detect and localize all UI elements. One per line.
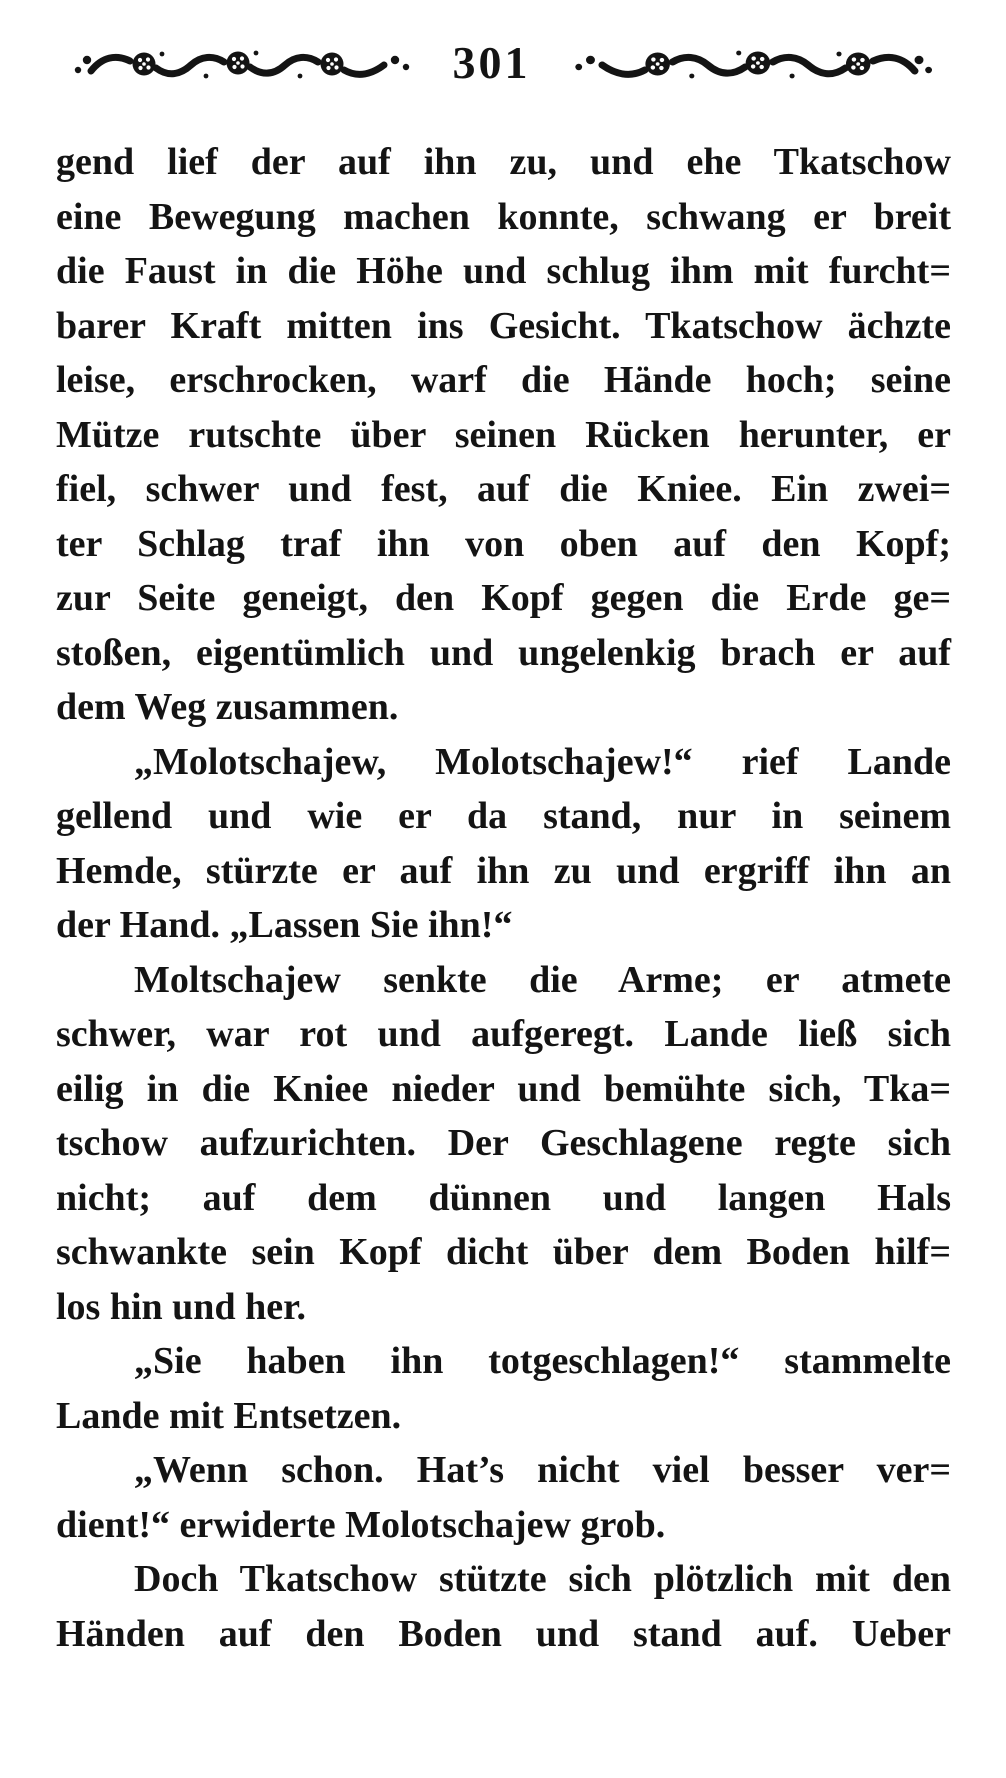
text-line: zur Seite geneigt, den Kopf gegen die Erde ge= xyxy=(56,577,951,619)
text-line: „Molotschajew, Molotschajew!“ rief Lande xyxy=(134,740,951,783)
text-line: schwankte sein Kopf dicht über dem Boden hilf= xyxy=(56,1231,951,1273)
text-line: „Wenn schon. Hat’s nicht viel besser ver= xyxy=(134,1449,951,1491)
text-line: eine Bewegung machen konnte, schwang er breit xyxy=(56,195,951,238)
text-line: dem Weg zusammen. xyxy=(56,686,399,728)
text-line: los hin und her. xyxy=(56,1285,306,1328)
text-line: die Faust in die Höhe und schlug ihm mit furcht= xyxy=(56,250,951,292)
text-line: dient!“ erwiderte Molotschajew grob. xyxy=(56,1503,666,1546)
text-line: barer Kraft mitten ins Gesicht. Tkatschow ächzte xyxy=(56,304,951,347)
text-line: gellend und wie er da stand, nur in seinem xyxy=(56,795,951,837)
text-line: ter Schlag traf ihn von oben auf den Kopf; xyxy=(56,522,951,565)
printers-flourish-right-icon xyxy=(567,47,935,83)
text-line: nicht; auf dem dünnen und langen Hals xyxy=(56,1176,951,1219)
text-line: fiel, schwer und fest, auf die Kniee. Ein zwei= xyxy=(56,468,951,510)
text-line: leise, erschrocken, warf die Hände hoch; seine xyxy=(56,359,951,401)
paragraph xyxy=(56,1552,951,1661)
text-line: Lande mit Entsetzen. xyxy=(56,1394,402,1437)
text-line: Händen auf den Boden und stand auf. Ueber xyxy=(56,1612,951,1655)
body-text xyxy=(56,135,951,1661)
paragraph xyxy=(56,1334,951,1443)
text-line: tschow aufzurichten. Der Geschlagene regte sich xyxy=(56,1122,951,1164)
page-number: 301 xyxy=(452,37,531,88)
text-line: schwer, war rot und aufgeregt. Lande ließ sich xyxy=(56,1013,951,1055)
printers-flourish-left-icon xyxy=(72,47,417,83)
paragraph xyxy=(56,1443,951,1552)
text-line: stoßen, eigentümlich und ungelenkig brach er auf xyxy=(56,631,951,674)
text-line: Mütze rutschte über seinen Rücken herunter, er xyxy=(56,413,951,456)
text-line: „Sie haben ihn totgeschlagen!“ stammelte xyxy=(134,1340,951,1382)
text-line: eilig in die Kniee nieder und bemühte sich, Tka= xyxy=(56,1067,951,1110)
text-line: Moltschajew senkte die Arme; er atmete xyxy=(134,958,951,1001)
paragraph xyxy=(56,953,951,1335)
text-line: gend lief der auf ihn zu, und ehe Tkatschow xyxy=(56,141,951,183)
paragraph xyxy=(56,135,951,735)
paragraph xyxy=(56,735,951,953)
page-header xyxy=(0,0,1006,92)
text-line: der Hand. „Lassen Sie ihn!“ xyxy=(56,904,513,946)
text-line: Hemde, stürzte er auf ihn zu und ergriff ihn an xyxy=(56,849,951,892)
text-line: Doch Tkatschow stützte sich plötzlich mit den xyxy=(134,1558,951,1600)
